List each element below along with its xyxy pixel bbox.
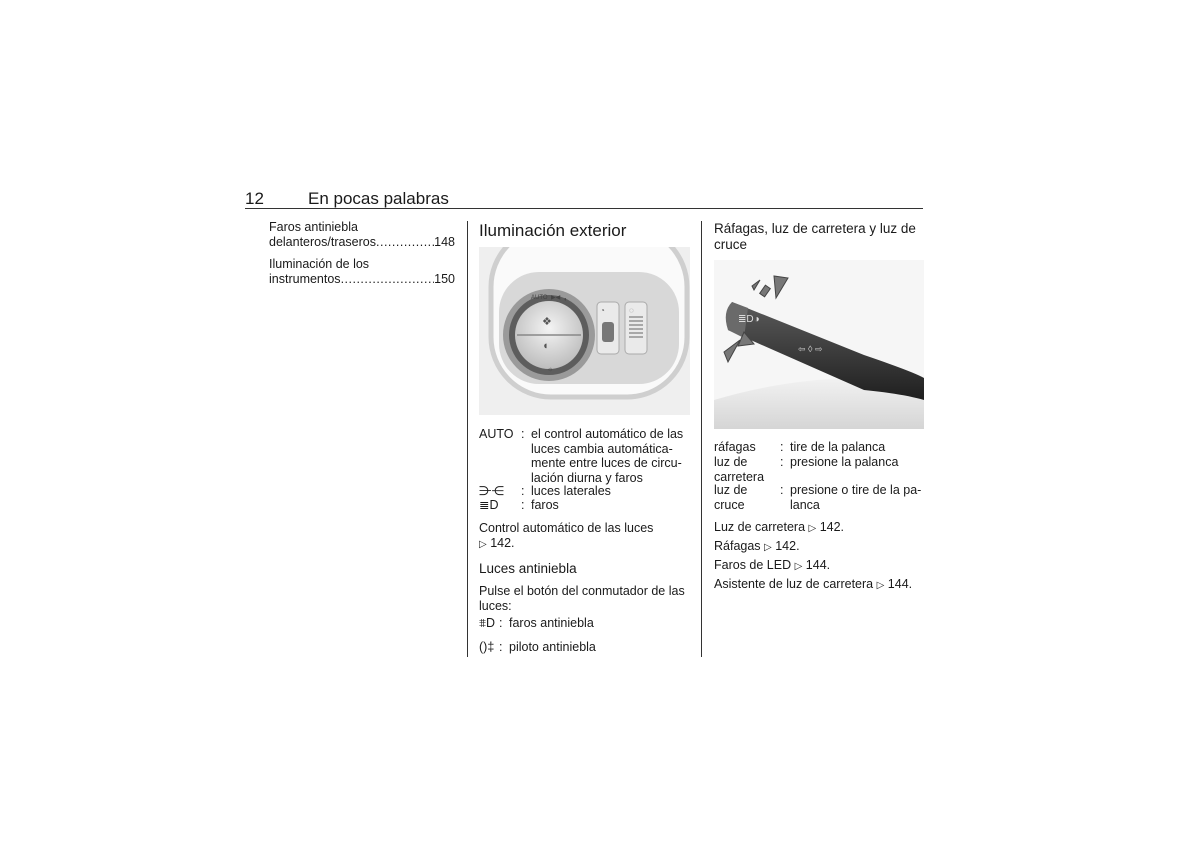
ref-flash-text: Ráfagas: [714, 539, 761, 553]
side-lights-icon: ⋺⋲: [479, 484, 504, 498]
front-fog-text: faros antiniebla: [509, 616, 594, 630]
ref-flash[interactable]: [714, 539, 800, 556]
ref-high-beam-assist[interactable]: [714, 577, 912, 594]
toc-page-number: 150: [434, 272, 455, 286]
legend-value-high-beam: presione la palanca: [790, 455, 899, 469]
ref-led-headlights[interactable]: [714, 558, 830, 575]
section-heading-exterior-lighting: Iluminación exterior: [479, 221, 627, 240]
subheading-line1: Ráfagas, luz de carretera y luz de: [714, 221, 916, 236]
ref-high-beam-text: Luz de carretera: [714, 520, 806, 534]
auto-control-text: Control automático de las luces: [479, 521, 654, 535]
subheading-flash-high-low-beam: [714, 221, 929, 253]
page-ref-icon: ▷: [808, 523, 817, 534]
svg-text:▶◀: ▶◀: [551, 295, 561, 301]
fog-instruction-line2: luces:: [479, 598, 512, 613]
legend-auto-text-3: mente entre luces de circu-: [531, 456, 682, 470]
svg-text:≣D◑: ≣D◑: [738, 314, 760, 325]
legend-row-headlights: ≣D : faros: [479, 498, 689, 513]
toc-entry-line1: Iluminación de los: [269, 257, 370, 271]
auto-control-page: 142.: [490, 535, 515, 550]
legend-key-high-beam-1: luz de: [714, 455, 748, 469]
light-switch-image: [479, 247, 690, 415]
toc-entry-instrument-lighting[interactable]: [269, 257, 455, 287]
legend-row-low-beam: luz de cruce : presione o tire de la pa- lanca: [714, 483, 924, 512]
legend-key-high-beam-2: carretera: [714, 469, 765, 484]
legend-headlights-text: faros: [531, 498, 559, 512]
toc-entry-fog-lights[interactable]: [269, 220, 455, 250]
legend-auto-text-4: lación diurna y faros: [531, 470, 643, 485]
ref-high-beam-page: 142.: [819, 520, 845, 534]
rear-fog-text: piloto antiniebla: [509, 640, 596, 654]
legend-key-flash: ráfagas: [714, 440, 756, 454]
switch-auto-label: AUTO: [531, 295, 548, 301]
turn-signal-lever-image: [714, 260, 924, 429]
legend-row-rear-fog: ()‡ : piloto antiniebla: [479, 640, 596, 654]
ref-flash-page: 142.: [775, 539, 800, 553]
subheading-fog-lights: Luces antiniebla: [479, 561, 577, 576]
legend-value-flash: tire de la palanca: [790, 440, 886, 454]
legend-row-auto: AUTO : el control automático de las luces cambia automática- mente entre luces de circu- lación diurna y faros: [479, 427, 689, 485]
legend-auto-text-2: luces cambia automática-: [531, 441, 673, 456]
svg-text:◔: ◔: [600, 306, 605, 315]
svg-text:⇦ ◊ ⇨: ⇦ ◊ ⇨: [798, 344, 823, 354]
ref-assist-text: Asistente de luz de carretera: [714, 577, 874, 591]
toc-entry-line2: instrumentos: [269, 272, 341, 286]
column-divider-2: [701, 221, 702, 657]
legend-value-low-beam-1: presione o tire de la pa-: [790, 483, 922, 497]
svg-text:◌: ◌: [629, 306, 634, 315]
page-header-title: En pocas palabras: [308, 189, 449, 208]
column-divider-1: [467, 221, 468, 657]
svg-text:◐: ◐: [564, 297, 568, 303]
svg-text:☼: ☼: [547, 366, 554, 373]
ref-led-text: Faros de LED: [714, 558, 792, 572]
ref-led-page: 144.: [805, 558, 831, 572]
toc-entry-line2: delanteros/traseros: [269, 235, 377, 249]
legend-key-low-beam-1: luz de: [714, 483, 748, 497]
legend-value-low-beam-2: lanca: [790, 497, 820, 512]
svg-text:◖: ◖: [542, 340, 549, 352]
ref-high-beam[interactable]: [714, 520, 844, 537]
page-ref-icon: ▷: [479, 538, 487, 550]
header-rule: [245, 208, 923, 209]
page-number: 12: [245, 189, 264, 208]
fog-instruction-line1: Pulse el botón del conmutador de las: [479, 584, 685, 598]
legend-row-front-fog: ⩨D : faros antiniebla: [479, 616, 594, 630]
rear-fog-icon: ()‡: [479, 640, 495, 654]
page-ref-icon: ▷: [794, 561, 803, 572]
legend-key-low-beam-2: cruce: [714, 497, 745, 512]
page-ref-icon: ▷: [876, 580, 885, 591]
ref-assist-page: 144.: [887, 577, 913, 591]
page-ref-icon: ▷: [764, 542, 772, 553]
legend-auto-text-1: el control automático de las: [531, 427, 684, 441]
headlights-icon: ≣D: [479, 498, 499, 512]
legend-row-side-lights: ⋺⋲ : luces laterales: [479, 484, 689, 499]
fog-instruction: [479, 584, 694, 613]
legend-row-high-beam: luz de carretera : presione la palanca: [714, 455, 924, 484]
toc-entry-line1: Faros antiniebla: [269, 220, 358, 234]
svg-text:❖: ❖: [542, 316, 552, 328]
toc-leader-dots: [341, 272, 435, 287]
legend-side-lights-text: luces laterales: [531, 484, 611, 498]
front-fog-icon: ⩨D: [479, 616, 496, 630]
toc-leader-dots: [376, 235, 434, 250]
auto-control-reference[interactable]: [479, 521, 694, 552]
toc-page-number: 148: [434, 235, 455, 249]
legend-key-auto: AUTO: [479, 427, 514, 441]
legend-row-flash: ráfagas : tire de la palanca: [714, 440, 924, 455]
subheading-line2: cruce: [714, 237, 748, 252]
